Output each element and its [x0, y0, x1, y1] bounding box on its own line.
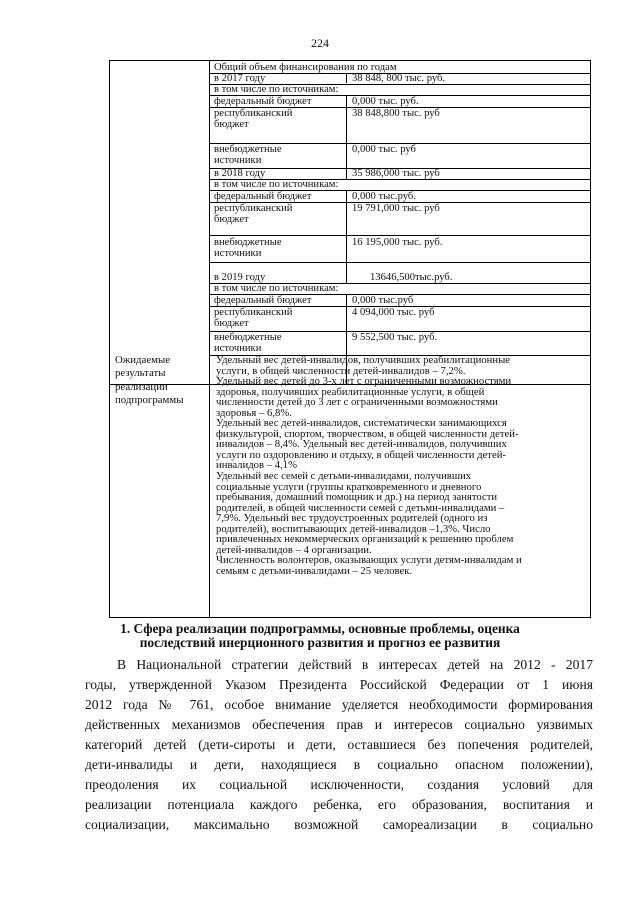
source-name: республиканский [214, 108, 293, 119]
paragraph-line: В Национальной стратегии действий в интересах детей на 2012 - 2017 [117, 657, 593, 672]
source-name: бюджет [214, 119, 249, 130]
source-value: 9 552,500 тыс. руб. [352, 332, 438, 343]
results-line: здоровья, получивших реабилитационные услуги, в общей [216, 385, 485, 398]
source-name: внебюджетные [214, 237, 282, 248]
column-divider [346, 190, 347, 283]
year-label: в 2019 году [214, 272, 266, 283]
source-name: внебюджетные [214, 332, 282, 343]
source-name: источники [214, 155, 262, 166]
results-line: численности детей до 3 лет с ограниченными возможностями [216, 396, 498, 409]
paragraph-line: преодоления их социальной исключенности, создания условий для [85, 777, 593, 792]
results-line: Удельный вес детей-инвалидов, систематически занимающихся [216, 417, 507, 430]
sources-label: в том числе по источникам: [214, 283, 339, 294]
source-value: 0,000 тыс. руб [352, 144, 416, 155]
label-line: подпрограммы [115, 393, 184, 406]
paragraph-line: категорий детей (дети-сироты и дети, оставшиеся без попечения родителей, [85, 737, 593, 752]
source-name: федеральный бюджет [214, 191, 312, 202]
heading-line: последствий инерционного развития и прогноз ее развития [139, 635, 501, 650]
results-line: Удельный вес семей с детьми-инвалидами, получивших [216, 470, 472, 483]
source-value: 38 848,800 тыс. руб [352, 108, 440, 119]
source-value: 0,000 тыс.руб. [352, 191, 416, 202]
column-divider [346, 74, 347, 83]
financing-header: Общий объем финансирования по годам [214, 62, 397, 73]
source-name: федеральный бюджет [214, 96, 312, 107]
source-value: 16 195,000 тыс. руб. [352, 237, 443, 248]
page-number: 224 [311, 36, 329, 50]
label-line: результаты [115, 367, 166, 380]
source-name: бюджет [214, 214, 249, 225]
expected-results-text [216, 355, 590, 576]
source-value: 19 791,000 тыс. руб [352, 203, 440, 214]
source-value: 0,000 тыс. руб. [352, 96, 419, 107]
source-name: республиканский [214, 307, 293, 318]
results-line: социальные услуги (группы кратковременного и дневного [216, 480, 482, 493]
paragraph-line: действенных механизмов обеспечения прав и интересов социально уязвимых [85, 717, 593, 732]
results-line: детей-инвалидов – 4 организации. [216, 543, 372, 556]
results-line: инвалидов – 8,4%. Удельный вес детей-инвалидов, получивших [216, 438, 507, 451]
year-total: 35 986,000 тыс. руб [352, 168, 440, 179]
results-line: 7,9%. Удельный вес трудоустроенных родителей (одного из [216, 512, 488, 525]
label-line: Ожидаемые [115, 354, 170, 366]
results-line: привлеченных некоммерческих организаций к решению проблем [216, 533, 514, 546]
paragraph-line: 2012 года № 761, особое внимание уделяется необходимости формирования [85, 697, 593, 712]
paragraph-line: дети-инвалиды и дети, находящиеся в социально опасном положении), [85, 757, 593, 772]
source-name: источники [214, 248, 262, 259]
results-line: Удельный вес детей до 3-х лет с ограниченными возможностями [216, 375, 512, 388]
paragraph-line: реализации потенциала каждого ребенка, его образования, воспитания и [85, 797, 593, 812]
section-heading [0, 622, 640, 650]
paragraph-line: годы, утвержденной Указом Президента Российской Федерации от 1 июня [85, 677, 593, 692]
source-value: 4 094,000 тыс. руб [352, 307, 435, 318]
sources-label: в том числе по источникам: [214, 179, 339, 190]
year-label: в 2018 году [214, 168, 266, 179]
year-total: 13646,500тыс.руб. [370, 272, 453, 283]
results-line: услуги, в общей численности детей-инвалидов – 7,2%. [216, 364, 466, 377]
results-line: Численность волонтеров, оказывающих услуги детям-инвалидам и [216, 554, 522, 567]
program-passport-table [109, 60, 591, 618]
results-line: здоровья – 6,8%. [216, 406, 292, 419]
source-name: источники [214, 343, 262, 354]
source-value: 0,000 тыс.руб [352, 295, 414, 306]
source-name: внебюджетные [214, 144, 282, 155]
results-line: инвалидов – 4,1% [216, 459, 298, 472]
results-line: родителей), воспитывающих детей-инвалидов –1,3%. Число [216, 522, 491, 535]
source-name: федеральный бюджет [214, 295, 312, 306]
section-paragraph [85, 655, 593, 835]
results-line: семьям с детьми-инвалидами – 25 человек. [216, 564, 413, 577]
row-divider [209, 262, 590, 263]
paragraph-line: социализации, максимально возможной самореализации в социально [85, 817, 593, 832]
row-divider [209, 235, 590, 236]
sources-label: в том числе по источникам: [214, 84, 339, 95]
results-line: родителей, в общей численности семей с детьми-инвалидами – [216, 501, 505, 514]
source-name: республиканский [214, 203, 293, 214]
label-line: реализации [115, 380, 168, 393]
source-name: бюджет [214, 318, 249, 329]
heading-line: 1. Сфера реализации подпрограммы, основные проблемы, оценка [120, 621, 520, 636]
expected-results-label [115, 354, 210, 407]
results-line: Удельный вес детей-инвалидов, получивших реабилитационные [216, 354, 511, 366]
column-divider-main [209, 61, 210, 617]
year-total: 38 848, 800 тыс. руб. [352, 73, 446, 84]
results-line: физкультурой, спортом, творчеством, в общей численности детей- [216, 427, 519, 440]
year-label: в 2017 году [214, 73, 266, 84]
results-line: пребывания, домашний помощник и др.) на период занятости [216, 491, 498, 504]
results-line: услуги по оздоровлению и отдыху, в общей численности детей- [216, 448, 506, 461]
